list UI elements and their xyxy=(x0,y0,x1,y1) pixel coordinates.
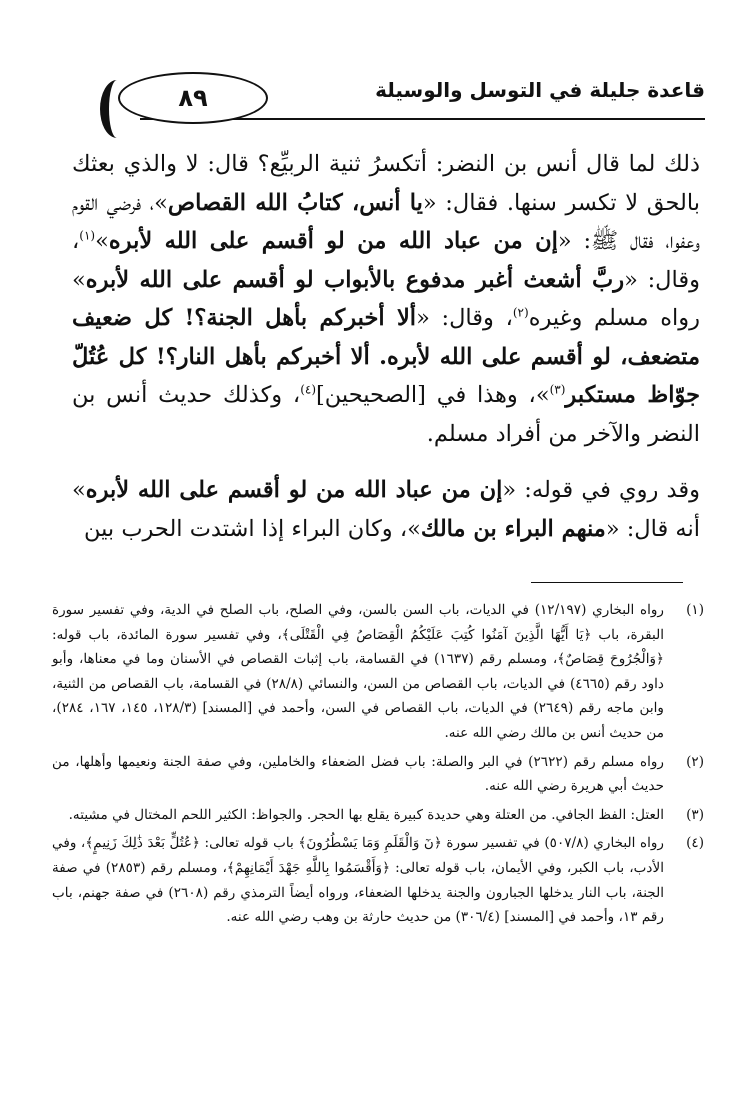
hadith-quote: إن من عباد الله من لو أقسم على الله لأبره xyxy=(108,228,558,254)
footnote-ref: (١) xyxy=(79,228,96,243)
text-run: ، وقال: « xyxy=(416,305,513,331)
footnote-text: رواه مسلم رقم (٢٦٢٢) في البر والصلة: باب فضل الضعفاء والخاملين، وفي صفة الجنة ونعيمها وأهلها، من حديث أبي هريرة رضي الله عنه. xyxy=(52,753,664,795)
text-run: » أنه قال: « xyxy=(72,477,700,542)
hadith-quote: ألا أخبركم بأهل الجنة؟! كل ضعيف متضعف، لو أقسم على الله لأبره. ألا أخبركم بأهل النار؟! كل عُتُلّ جوّاظ مستكبر xyxy=(72,305,701,408)
text-run: »، وكان البراء إذا اشتدت الحرب بين xyxy=(84,515,421,542)
hadith-quote: ربَّ أشعث أغبر مدفوع بالأبواب لو أقسم على الله لأبره xyxy=(85,266,625,293)
footnote-ref: (٢) xyxy=(512,305,529,320)
text-run: وقد روي في قوله: « xyxy=(502,477,700,503)
footnote-3 xyxy=(52,803,704,828)
paragraph-1 xyxy=(72,145,700,453)
page-header xyxy=(60,62,705,132)
text-run: ، وقال: « xyxy=(72,228,700,293)
footnote-1 xyxy=(52,598,704,746)
page-number-oval xyxy=(118,72,268,124)
text-run: »، وهذا في [الصحيحين] xyxy=(316,382,550,408)
footnote-number: (٢) xyxy=(686,753,704,770)
hadith-quote: إن من عباد الله من لو أقسم على الله لأبره xyxy=(85,477,503,503)
main-text xyxy=(72,145,700,548)
footnote-number: (١) xyxy=(686,602,704,618)
text-run: » رواه مسلم وغيره xyxy=(72,266,700,331)
running-title: قاعدة جليلة في التوسل والوسيلة xyxy=(375,78,705,102)
paragraph-2 xyxy=(72,471,700,548)
text-run: ذلك لما قال أنس بن النضر: أتكسرُ ثنية الربيِّع؟ قال: لا والذي بعثك بالحق لا تكسر سنها. فقال: « xyxy=(72,151,700,216)
footnote-ref: (٣) xyxy=(549,382,566,397)
hadith-quote: يا أنس، كتابُ الله القصاص xyxy=(167,189,423,216)
text-run: ، وكذلك حديث أنس بن النضر والآخر من أفراد مسلم. xyxy=(72,382,700,447)
footnotes xyxy=(52,598,704,934)
footnote-number: (٤) xyxy=(686,835,704,852)
footnote-2 xyxy=(52,750,704,799)
page-number: ٨٩ xyxy=(178,84,208,112)
footnote-text: العتل: الفظ الجافي. من العتلة وهي حديدة كبيرة يقلع بها الحجر. والجواظ: الكثير اللحم المختال في مشيته. xyxy=(68,806,664,823)
footnote-ref: (٤) xyxy=(300,382,317,397)
footnote-text: رواه البخاري (١٢/١٩٧) في الديات، باب السن بالسن، وفي الصلح، باب الصلح في الدية، وفي تفسير سورة البقرة، باب ﴿يَا أَيُّهَا الَّذِينَ آمَنُوا كُتِبَ عَلَيْكُمُ الْقِصَاصُ فِي الْقَتْلَى﴾، وفي تفسير سورة المائدة، باب قوله: ﴿وَالْجُرُوحَ قِصَاصٌ﴾، ومسلم رقم (١٦٣٧) في القسامة، باب إثبات القصاص في الأسنان وما في معناها، وأبو داود رقم (٤٦٦٥) في الديات، باب القصاص من السن، والنسائي (٢٨/٨) في القسامة، باب القصاص من الثنية، وابن ماجه رقم (٢٦٤٩) في الديات، باب القصاص في السن، وأحمد في [المسند] (١٢٨/٣، ١٤٥، ١٦٧، ٢٨٤)، من حديث أنس بن مالك رضي الله عنه. xyxy=(52,602,664,741)
footnote-text: رواه البخاري (٥٠٧/٨) في تفسير سورة ﴿نٓ وَالْقَلَمِ وَمَا يَسْطُرُونَ﴾ باب قوله تعالى: ﴿عُتُلٍّ بَعْدَ ذَٰلِكَ زَنِيمٍ﴾، وفي الأدب، باب الكبر، وفي الأيمان، باب قوله تعالى: ﴿وَأَقْسَمُوا بِاللَّهِ جَهْدَ أَيْمَانِهِمْ﴾، ومسلم رقم (٢٨٥٣) في صفة الجنة، باب النار يدخلها الجبارون والجنة يدخلها الضعفاء، ورواه أيضاً الترمذي رقم (٢٦٠٨) في صفة جهنم، باب رقم ١٣، وأحمد في [المسند] (٣٠٦/٤) من حديث حارثة بن وهب رضي الله عنه. xyxy=(52,835,665,926)
hadith-quote: منهم البراء بن مالك xyxy=(420,515,606,542)
text-run: » xyxy=(95,228,109,254)
footnote-4 xyxy=(52,831,704,929)
text-run: »، فرضي القوم وعفوا، فقال ﷺ: « xyxy=(72,189,700,254)
footnote-number: (٣) xyxy=(686,806,704,823)
footnote-separator xyxy=(531,582,683,583)
